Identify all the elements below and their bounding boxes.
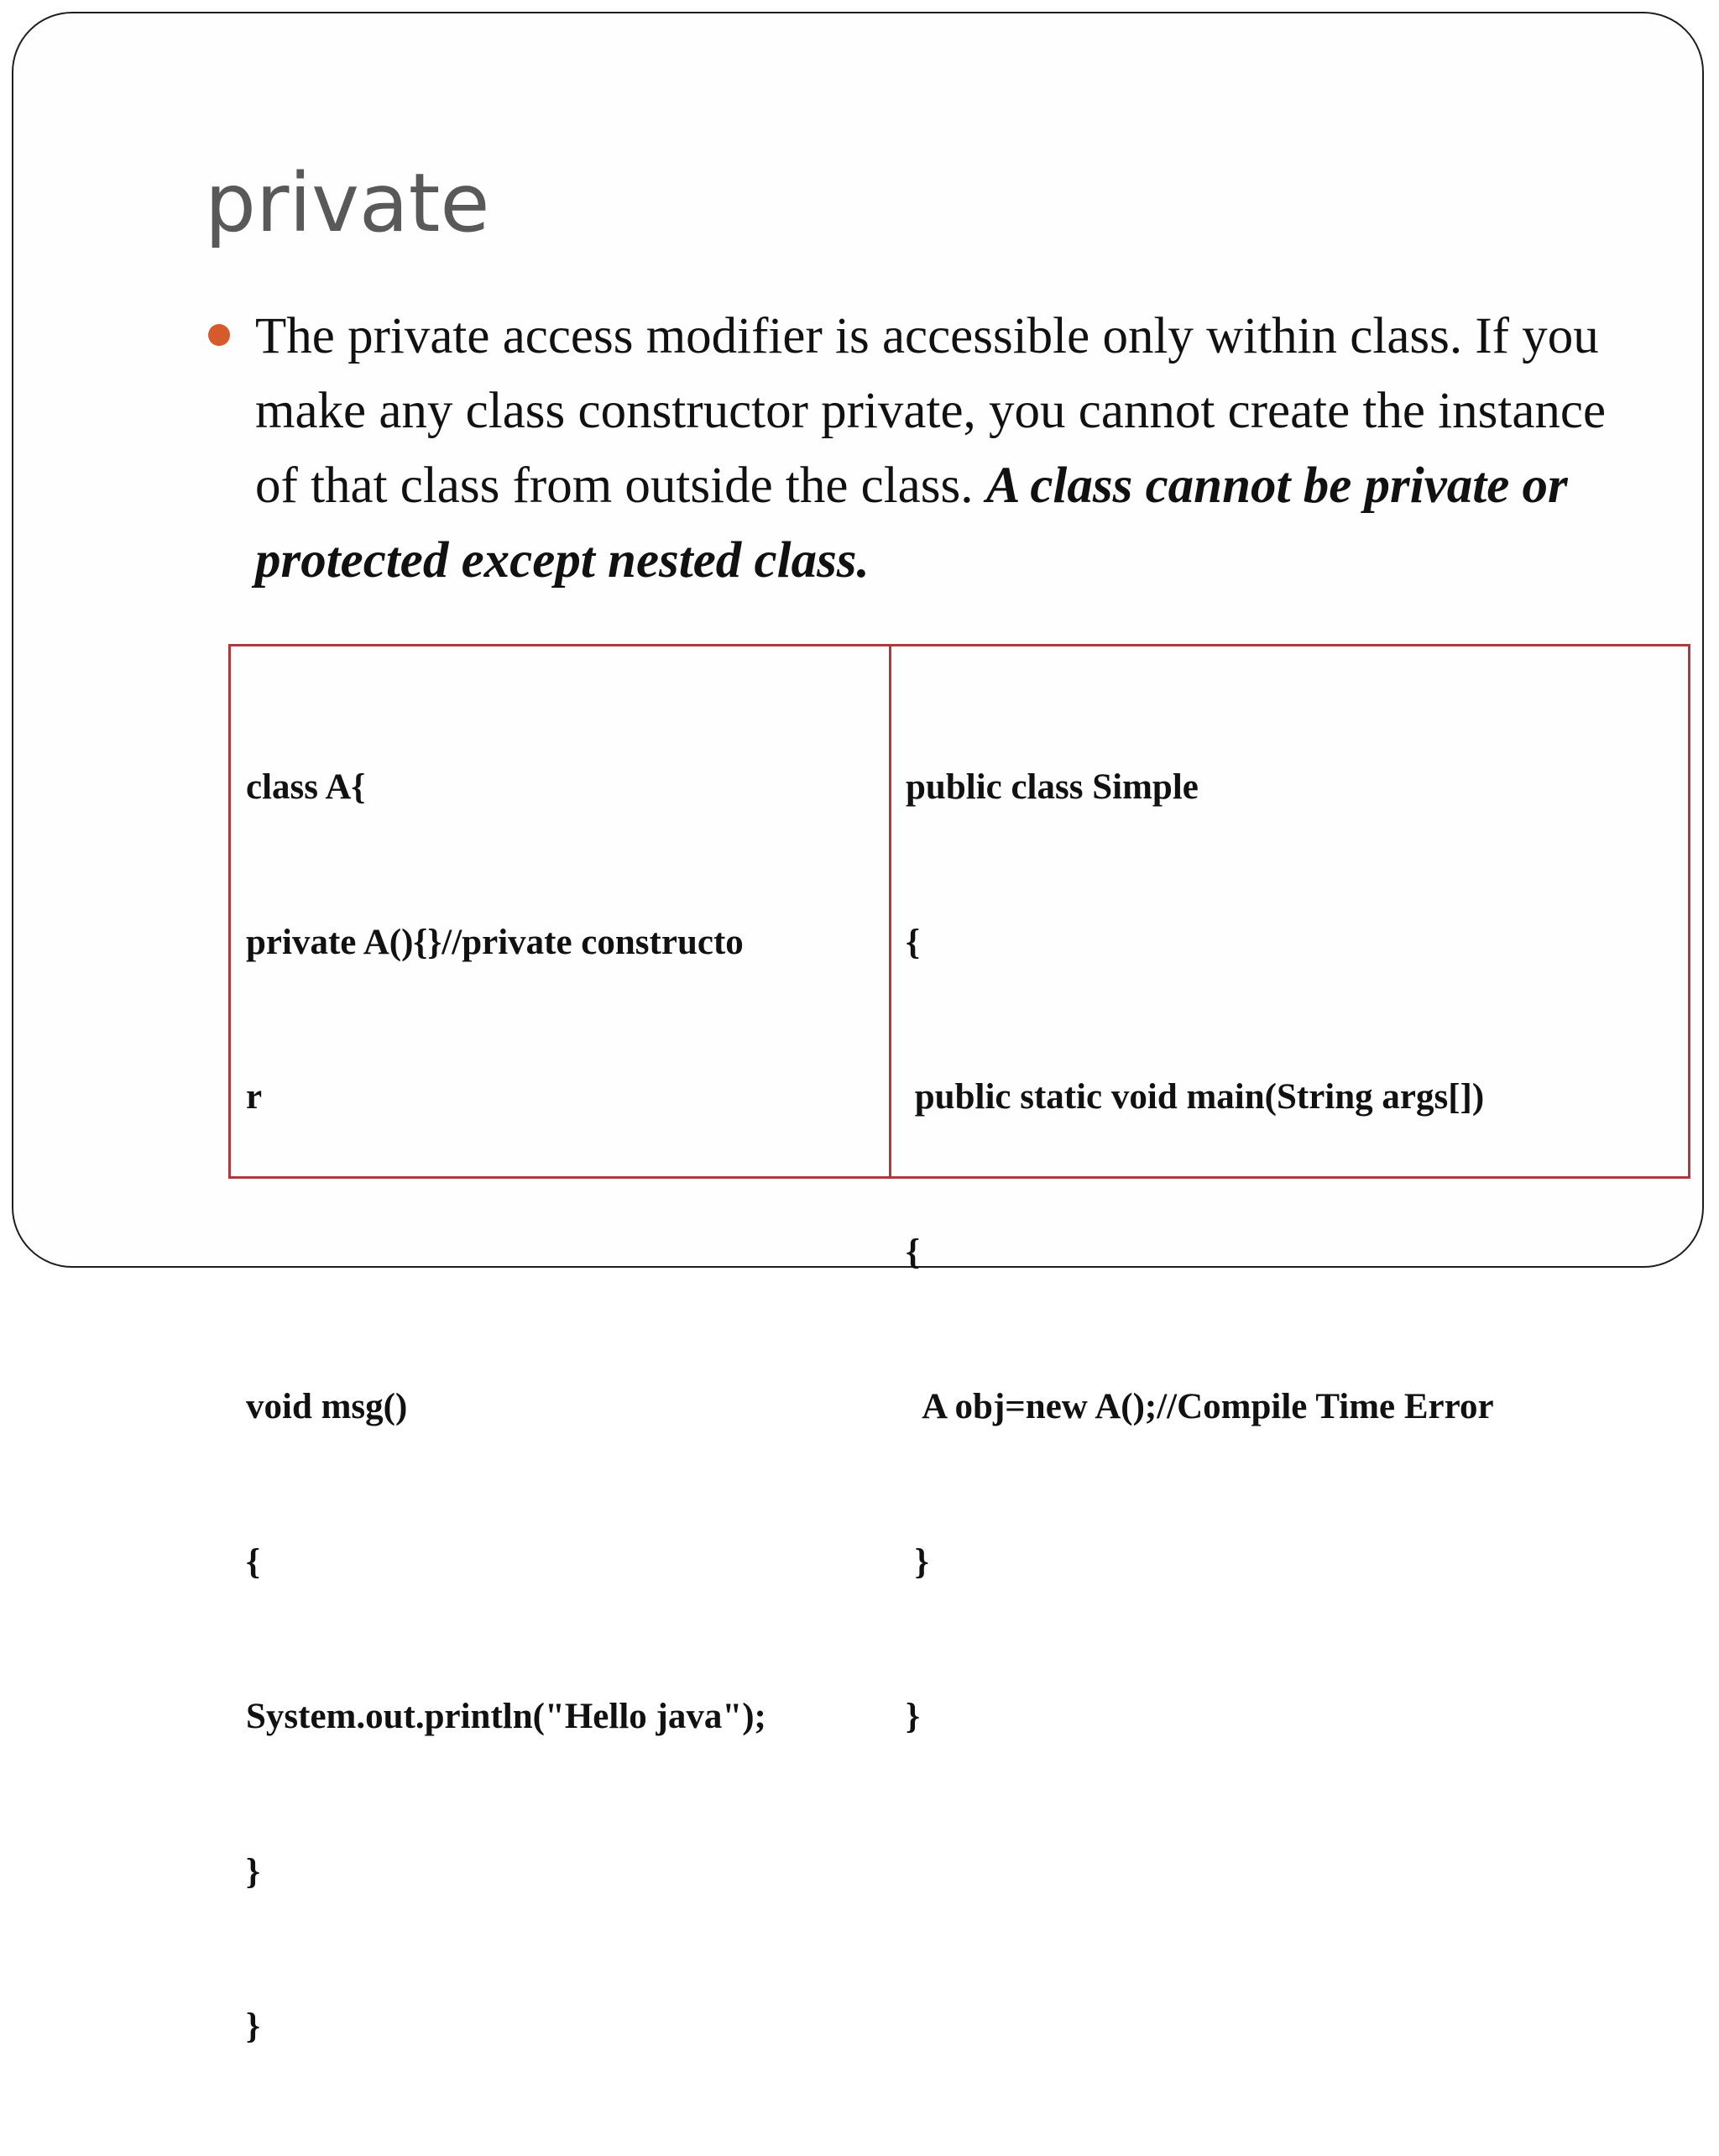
- code-line: }: [906, 1541, 929, 1582]
- bullet-dot-icon: [208, 324, 230, 346]
- code-line: r: [246, 1077, 263, 1117]
- code-cell-left: [246, 658, 766, 2156]
- code-line: A obj=new A();//Compile Time Error: [906, 1387, 1494, 1426]
- slide-title: private: [205, 156, 490, 250]
- code-line: public class Simple: [906, 767, 1199, 807]
- bullet-text-plain: The private access modifier is accessible only within class. If you make any class constructor private, you cannot create the instance of that class from outside the class.: [255, 308, 1607, 514]
- slide: [12, 12, 1704, 2046]
- code-line: public static void main(String args[]): [906, 1077, 1485, 1117]
- code-line: class A{: [246, 767, 366, 807]
- code-line: }: [246, 1851, 260, 1892]
- code-table-divider: [889, 646, 891, 1176]
- code-cell-right: [906, 658, 1494, 1846]
- code-table: [228, 644, 1690, 2046]
- code-line: {: [906, 922, 920, 962]
- code-line: }: [246, 2007, 260, 2046]
- code-line: [246, 1227, 766, 1279]
- bullet-text-emphasis: A class cannot be private or protected except nested class.: [255, 458, 1568, 589]
- code-line: }: [906, 1697, 920, 1736]
- bullet-text: [255, 299, 1632, 598]
- code-line: {: [906, 1232, 920, 1272]
- code-line: void msg(): [246, 1387, 408, 1426]
- code-line: {: [246, 1541, 260, 1582]
- code-line: System.out.println("Hello java");: [246, 1697, 766, 1736]
- code-line: private A(){}//private constructo: [246, 922, 744, 962]
